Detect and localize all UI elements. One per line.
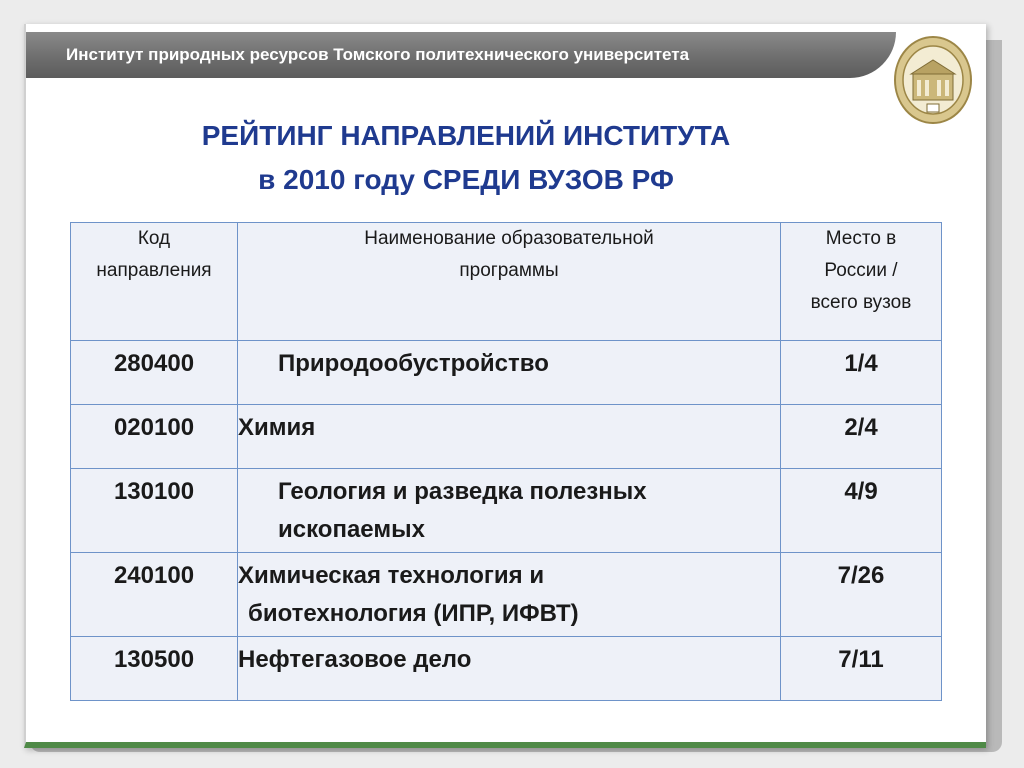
table-row	[71, 469, 942, 553]
header-name	[238, 223, 781, 341]
row-place: 1/4	[781, 341, 942, 405]
row-code: 020100	[71, 405, 238, 469]
row-name-line-1: Химия	[238, 414, 316, 441]
row-name	[238, 553, 781, 637]
row-code: 130500	[71, 637, 238, 701]
row-name-line-2: биотехнология (ИПР, ИФВТ)	[248, 600, 579, 627]
table-row	[71, 637, 942, 701]
table-header-row	[71, 223, 942, 341]
title-line-2: в 2010 году СРЕДИ ВУЗОВ РФ	[258, 164, 674, 195]
row-code: 280400	[71, 341, 238, 405]
row-name-line-1: Геология и разведка полезных	[278, 478, 647, 505]
row-code: 130100	[71, 469, 238, 553]
row-name-line-1: Природообустройство	[278, 350, 549, 377]
header-place-line-3: всего вузов	[810, 292, 912, 313]
row-name-line-1: Нефтегазовое дело	[238, 646, 472, 673]
header-place-line-1: Место в	[825, 228, 897, 249]
table-row	[71, 405, 942, 469]
row-name	[238, 469, 781, 553]
rating-table	[70, 222, 942, 701]
row-place: 7/11	[781, 637, 942, 701]
header-name-line-1: Наименование образовательной	[364, 228, 654, 249]
table-row	[71, 553, 942, 637]
header-code	[71, 223, 238, 341]
header-place-line-2: России /	[824, 260, 898, 281]
row-place: 7/26	[781, 553, 942, 637]
slide	[24, 24, 986, 748]
row-place: 4/9	[781, 469, 942, 553]
row-name-line-2: ископаемых	[278, 516, 425, 543]
tpu-seal-icon	[891, 34, 975, 130]
header-code-line-2: направления	[96, 260, 212, 281]
row-place: 2/4	[781, 405, 942, 469]
header-bar	[26, 32, 896, 78]
header-code-line-1: Код	[137, 228, 171, 249]
row-name	[238, 341, 781, 405]
page-title	[96, 114, 836, 202]
row-name-line-1: Химическая технология и	[238, 562, 545, 589]
title-line-1: РЕЙТИНГ НАПРАВЛЕНИЙ ИНСТИТУТА	[201, 120, 731, 151]
header-place	[781, 223, 942, 341]
institute-header: Институт природных ресурсов Томского политехнического университета	[66, 45, 690, 64]
row-code: 240100	[71, 553, 238, 637]
row-name	[238, 637, 781, 701]
header-name-line-2: программы	[459, 260, 559, 281]
table-row	[71, 341, 942, 405]
row-name	[238, 405, 781, 469]
